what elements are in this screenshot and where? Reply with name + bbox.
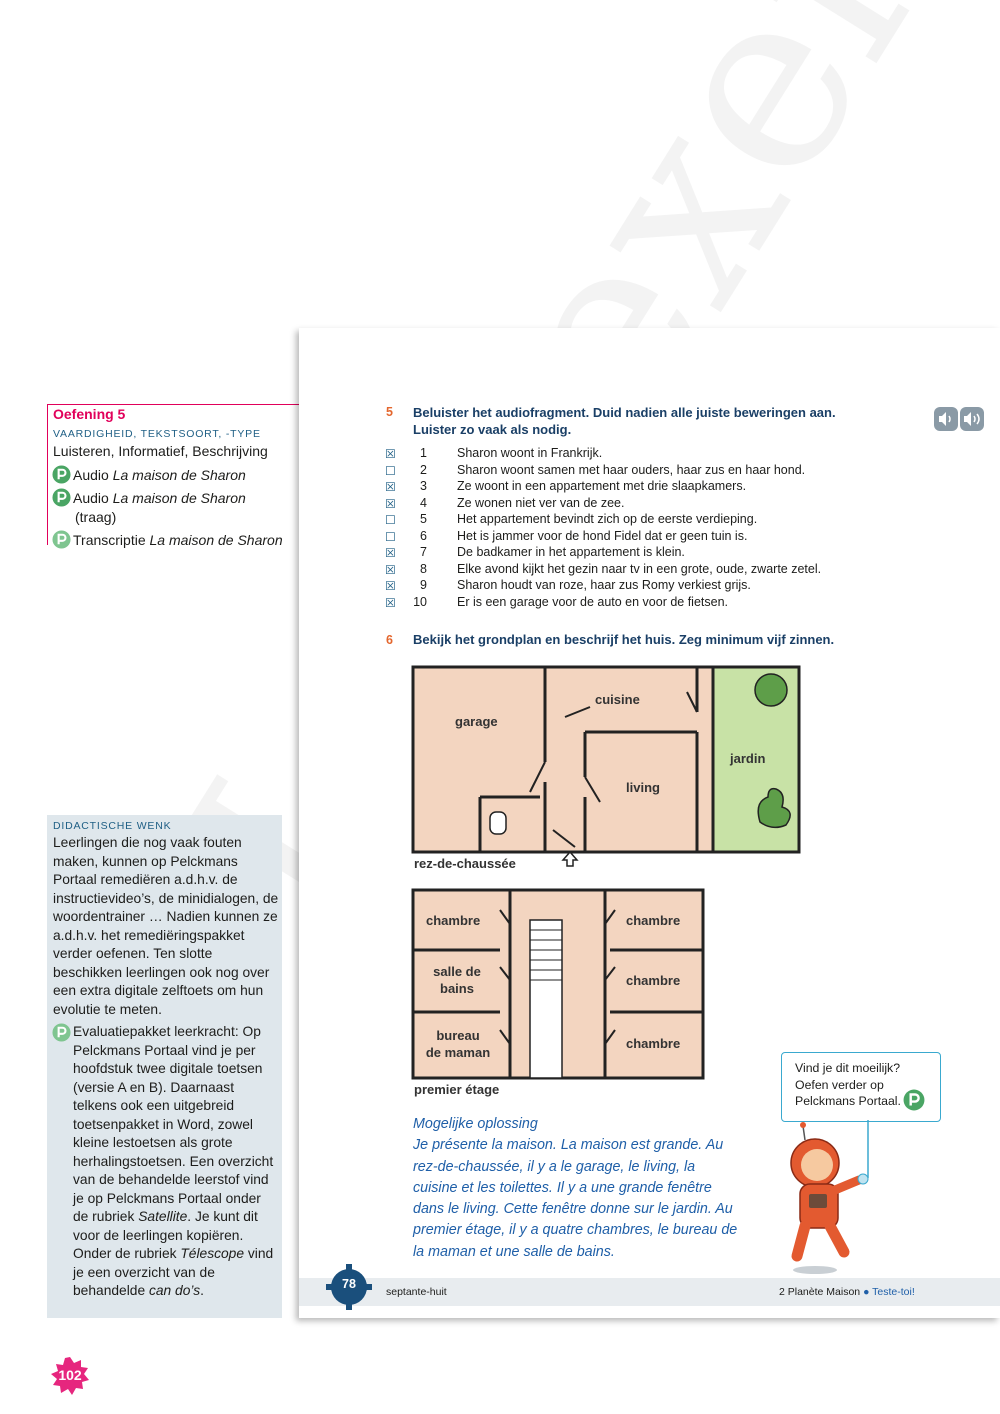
statement-text: Sharon houdt van roze, haar zus Romy verkiest grijs. [457, 578, 751, 592]
question-5-instruction: Beluister het audiofragment. Duid nadien alle juiste beweringen aan. Luister zo vaak als nodig. [413, 405, 836, 437]
room-label-chambre-1: chambre [426, 913, 481, 928]
audio-button-normal[interactable] [934, 407, 958, 431]
footer-chapter: 2 Planète Maison ● Teste-toi! [779, 1286, 915, 1298]
statement-number: 5 [420, 512, 427, 526]
exercise-skills: Luisteren, Informatief, Beschrijving [53, 443, 268, 459]
room-label-chambre-2: chambre [626, 913, 681, 928]
statement-checkbox[interactable]: ☒ [385, 496, 396, 511]
room-label-bureau: bureau de maman [425, 1028, 491, 1060]
statement-text: De badkamer in het appartement is klein. [457, 545, 685, 559]
speaker-loud-icon [960, 407, 984, 431]
statement-number: 6 [420, 528, 427, 543]
audio-button-slow[interactable] [960, 407, 984, 431]
resource-audio-link[interactable]: Audio La maison de Sharon [52, 465, 246, 485]
statement-number: 2 [420, 462, 427, 477]
question-6-instruction: Bekijk het grondplan en beschrijf het huis. Zeg minimum vijf zinnen. [413, 632, 835, 647]
question-6-number: 6 [386, 633, 393, 647]
room-label-chambre-4: chambre [626, 1036, 681, 1051]
statement-checkbox[interactable]: ☒ [385, 480, 396, 494]
statement-checkbox[interactable]: ☒ [385, 579, 396, 593]
model-answer-title: Mogelijke oplossing [413, 1116, 538, 1132]
evaluation-package-note: Evaluatiepakket leerkracht: Op Pelckmans Portaal vind je per hoofdstuk twee digitale toetsen (versie A en B). Daarnaast telkens ook een uitgebreid toetsenpakket in Word, zowel kleine lestoetsen als grote herhalingstoetsen. Een overzicht van de behandelde leerstof vind je op Pelckmans Portaal onder de rubriek Satellite. Je kunt dit voor de leerlingen kopiëren. Onder de rubriek Télescope vind je een overzicht van de behandelde can do’s. [52, 1023, 280, 1301]
statement-number: 1 [420, 446, 427, 460]
didactic-tip-body: Leerlingen die nog vaak fouten maken, kunnen op Pelckmans Portaal remediëren a.d.h.v. de instructievideo’s, de minidialogen, de woordentrainer … Nadien kunnen ze a.d.h.v. het remediëringspakket verder oefenen. Ten slotte beschikken leerlingen ook nog over een extra digitale zelftoets om hun evolutie te meten. [53, 835, 279, 1017]
exercise-categories: VAARDIGHEID, TEKSTSOORT, -TYPE [53, 428, 261, 440]
statement-checkbox[interactable]: ☒ [385, 546, 396, 560]
room-label-salle-de-bains: salle de bains [433, 964, 481, 996]
pelckmans-portal-icon[interactable] [903, 1089, 925, 1111]
statement-number: 3 [420, 479, 427, 493]
statement-number: 9 [420, 578, 427, 592]
statement-text: Ze wonen niet ver van de zee. [457, 495, 625, 510]
first-floor-label: premier étage [414, 1082, 500, 1097]
statement-number: 4 [420, 495, 427, 510]
speaker-icon [934, 407, 958, 431]
help-bubble-text: Vind je dit moeilijk? Oefen verder op Pelckmans Portaal. [795, 1061, 901, 1108]
room-label-chambre-3: chambre [626, 973, 681, 988]
pelckmans-portal-icon [52, 1023, 71, 1042]
statement-text: Sharon woont in Frankrijk. [457, 446, 603, 460]
statement-text: Het appartement bevindt zich op de eerste verdieping. [457, 512, 758, 526]
model-answer-text: Je présente la maison. La maison est grande. Au rez-de-chaussée, il y a le garage, le living, la cuisine et les toilettes. Il y a une grande fenêtre dans le living. Cette fenêtre donne sur le jardin. Au premier étage, il y a quatre chambres, le bureau de la maman et une salle de bains. [413, 1137, 738, 1260]
statement-text: Elke avond kijkt het gezin naar tv in een grote, oude, zwarte zetel. [457, 561, 822, 576]
room-label-jardin: jardin [730, 751, 766, 766]
resource-transcript-link[interactable]: Transcriptie La maison de Sharon [52, 530, 283, 550]
statement-number: 10 [413, 594, 427, 609]
pelckmans-portal-icon [52, 488, 71, 507]
statement-checkbox[interactable]: ☐ [385, 513, 396, 527]
didactic-tip-heading: DIDACTISCHE WENK [53, 820, 172, 832]
statement-checkbox[interactable]: ☒ [385, 562, 396, 577]
question-5-number: 5 [386, 405, 393, 419]
footer-page-words: septante-huit [386, 1286, 447, 1298]
room-label-cuisine: cuisine [595, 692, 640, 707]
resource-audio-slow-link[interactable]: Audio La maison de Sharon (traag) [52, 488, 246, 527]
astronaut-illustration [775, 1118, 885, 1278]
statement-checkbox[interactable]: ☐ [385, 529, 396, 544]
exercise-title: Oefening 5 [53, 406, 126, 422]
footer-page-number: 78 [326, 1264, 372, 1310]
room-label-living: living [626, 780, 660, 795]
statement-checkbox[interactable]: ☒ [385, 447, 396, 461]
statement-text: Ze woont in een appartement met drie slaapkamers. [457, 479, 747, 493]
statement-number: 8 [420, 561, 427, 576]
ground-floor-label: rez-de-chaussée [414, 856, 516, 871]
statement-checkbox[interactable]: ☒ [385, 595, 396, 610]
statement-number: 7 [420, 545, 427, 559]
room-label-garage: garage [455, 714, 498, 729]
teacher-page-number-badge: 102 [50, 1356, 90, 1396]
statement-checkbox[interactable]: ☐ [385, 463, 396, 478]
pelckmans-portal-icon [52, 465, 71, 484]
statement-text: Het is jammer voor de hond Fidel dat er geen tuin is. [457, 528, 748, 543]
pelckmans-portal-icon [52, 530, 71, 549]
model-answer [413, 1114, 743, 1263]
statement-text: Sharon woont samen met haar ouders, haar zus en haar hond. [457, 462, 806, 477]
statement-text: Er is een garage voor de auto en voor de fietsen. [457, 594, 729, 609]
